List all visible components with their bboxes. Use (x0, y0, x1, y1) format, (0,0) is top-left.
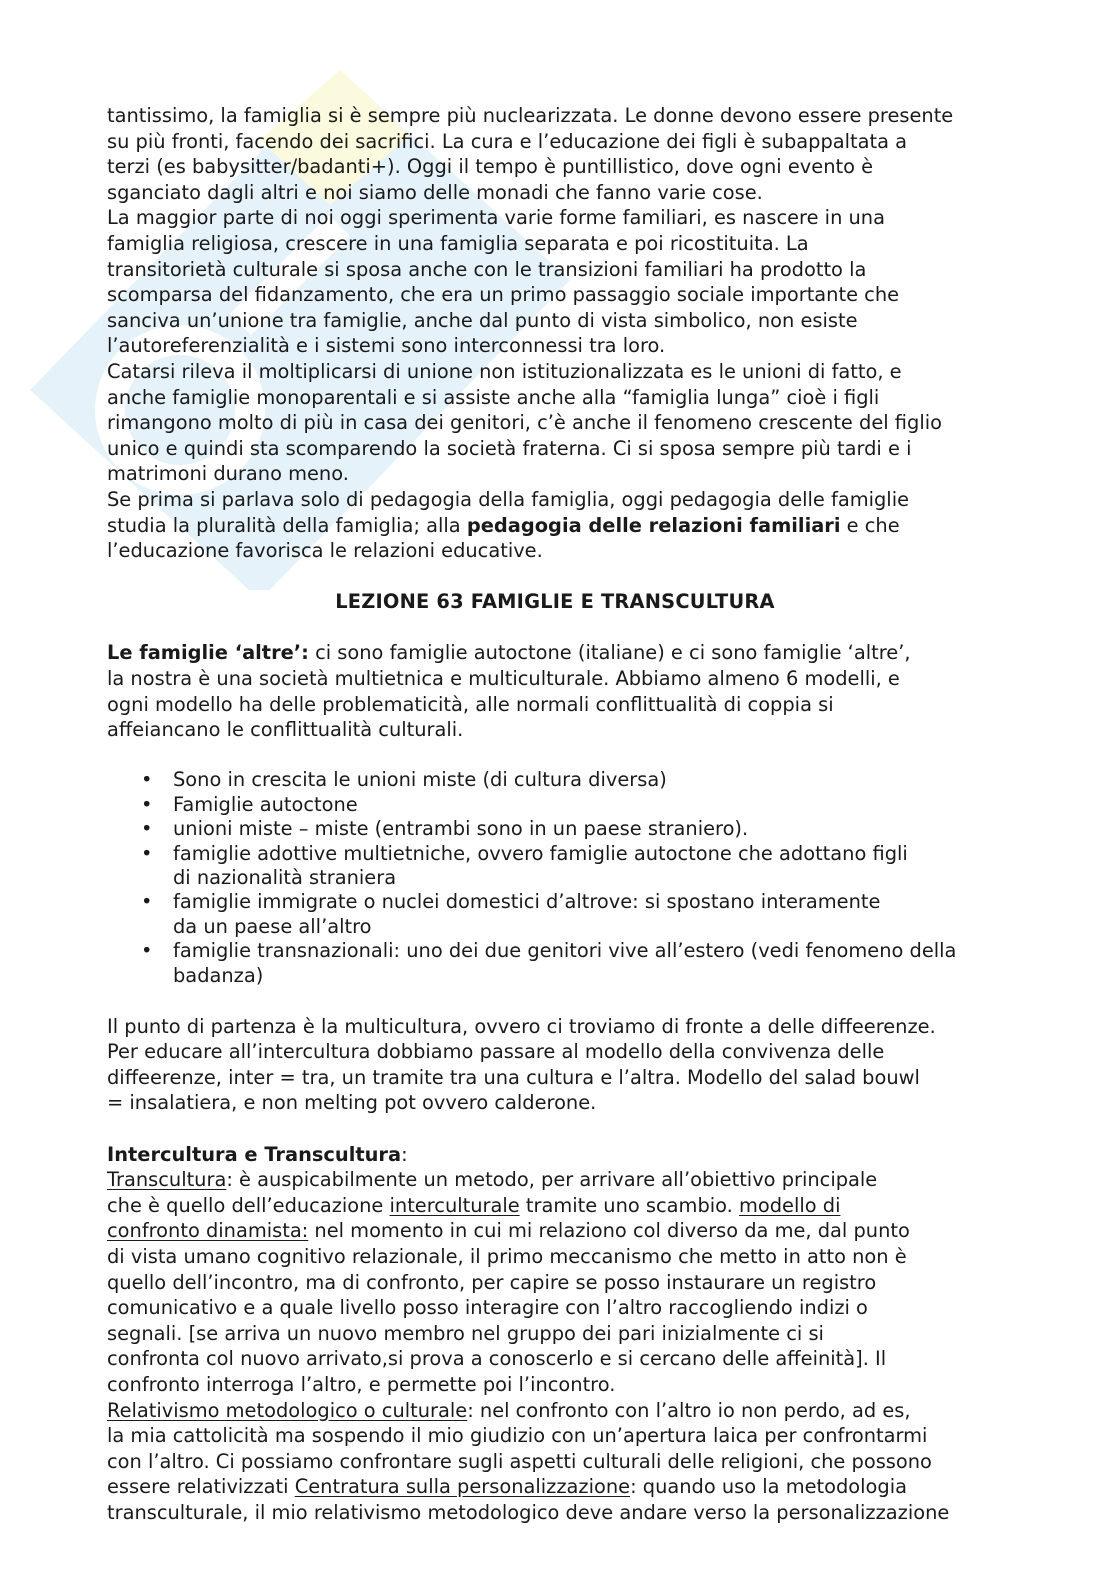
list-item-text: Sono in crescita le unioni miste (di cultura diversa) (173, 768, 667, 792)
intro-line: sganciato dagli altri e noi siamo delle monadi che fanno varie cose. (107, 180, 763, 204)
intercultura-line: di vista umano cognitivo relazionale, il primo meccanismo che metto in atto non è (107, 1245, 907, 1269)
document-page (107, 103, 1007, 1526)
term-transcultura: Transcultura (107, 1168, 227, 1192)
intro-line: scomparsa del fidanzamento, che era un primo passaggio sociale importante che (107, 283, 900, 307)
multicultura-line: = insalatiera, e non melting pot ovvero calderone. (107, 1091, 597, 1115)
multicultura-paragraph (107, 1014, 1007, 1116)
list-item-text: badanza) (173, 963, 264, 987)
intro-line: transitorietà culturale si sposa anche con le transizioni familiari ha prodotto la (107, 257, 867, 281)
list-item-text: famiglie immigrate o nuclei domestici d’altrove: si spostano interamente (173, 890, 881, 914)
family-models-list (107, 768, 1007, 988)
intro-line: Catarsi rileva il moltiplicarsi di unione non istituzionalizzata es le unioni di fatto, e (107, 359, 902, 383)
bullet-icon: • (141, 939, 153, 963)
intro-line: anche famiglie monoparentali e si assiste anche alla “famiglia lunga” cioè i figli (107, 385, 880, 409)
altre-heading: Le famiglie ‘altre’: (107, 641, 309, 665)
intercultura-line: segnali. [se arriva un nuovo membro nel gruppo dei pari inizialmente ci si (107, 1321, 824, 1345)
bullet-icon: • (141, 792, 153, 816)
term-confronto-dinamista: confronto dinamista: (107, 1219, 309, 1243)
intercultura-line: quello dell’incontro, ma di confronto, per capire se posso instaurare un registro (107, 1270, 877, 1294)
bullet-icon: • (141, 890, 153, 914)
list-item-text: da un paese all’altro (173, 914, 372, 938)
intro-line: unico e quindi sta scomparendo la società fraterna. Ci si sposa sempre più tardi e i (107, 436, 912, 460)
relativismo-line: Relativismo metodologico o culturale: nel confronto con l’altro io non perdo, ad es, (107, 1398, 911, 1422)
term-modello-di: modello di (738, 1193, 841, 1217)
list-item-text: famiglie adottive multietniche, ovvero famiglie autoctone che adottano figli (173, 841, 908, 865)
intercultura-line: confronto interroga l’altro, e permette poi l’incontro. (107, 1373, 616, 1396)
final-line: transculturale, il mio relativismo metodologico deve andare verso la personalizzazione (107, 1500, 950, 1524)
term-interculturale: interculturale (389, 1193, 520, 1217)
multicultura-line: Il punto di partenza è la multicultura, ovvero ci troviamo di fronte a delle diffeerenze. (107, 1014, 936, 1038)
intercultura-line: confronta col nuovo arrivato,si prova a conoscerlo e si cercano delle affeinità]. Il (107, 1347, 887, 1371)
list-item-text: Famiglie autoctone (173, 792, 358, 816)
altre-paragraph (107, 666, 1007, 743)
list-item (107, 890, 1007, 939)
intro-line: tantissimo, la famiglia si è sempre più nuclearizzata. Le donne devono essere presente (107, 104, 954, 127)
term-centratura: Centratura sulla personalizzazione (294, 1475, 631, 1499)
intro-line: sanciva un’unione tra famiglie, anche dal punto di vista simbolico, non esiste (107, 308, 858, 332)
list-item (107, 939, 1007, 988)
multicultura-line: Per educare all’intercultura dobbiamo passare al modello della convivenza delle (107, 1040, 885, 1064)
intercultura-line: che è quello dell’educazione interculturale tramite uno scambio. modello di (107, 1193, 841, 1217)
altre-line: affeiancano le conflittualità culturali. (107, 718, 464, 742)
list-item (107, 793, 1007, 817)
personalizzazione-line: essere relativizzati Centratura sulla personalizzazione: quando uso la metodologia (107, 1475, 908, 1499)
bullet-icon: • (141, 817, 153, 841)
bullet-icon: • (141, 768, 153, 792)
intro-line: Se prima si parlava solo di pedagogia della famiglia, oggi pedagogia delle famiglie (107, 487, 910, 511)
intro-line: l’educazione favorisca le relazioni educative. (107, 539, 543, 563)
list-item-text: famiglie transnazionali: uno dei due genitori vive all’estero (vedi fenomeno della (173, 939, 957, 963)
intro-line: matrimoni durano meno. (107, 462, 349, 486)
bold-term: pedagogia delle relazioni familiari (466, 513, 841, 537)
altre-line: la nostra è una società multietnica e multiculturale. Abbiamo almeno 6 modelli, e (107, 667, 900, 691)
intro-line: terzi (es babysitter/badanti+). Oggi il tempo è puntillistico, dove ogni evento è (107, 155, 874, 179)
intro-line: famiglia religiosa, crescere in una famiglia separata e poi ricostituita. La (107, 231, 809, 255)
list-item (107, 817, 1007, 841)
list-item-text: unioni miste – miste (entrambi sono in un paese straniero). (173, 817, 749, 841)
list-item-text: di nazionalità straniera (173, 866, 397, 890)
altre-line: ogni modello ha delle problematicità, alle normali conflittualità di coppia si (107, 692, 834, 716)
multicultura-line: diffeerenze, inter = tra, un tramite tra una cultura e l’altra. Modello del salad bouwl (107, 1065, 920, 1089)
intro-line: rimangono molto di più in casa dei genitori, c’è anche il fenomeno crescente del figlio (107, 411, 942, 435)
intercultura-line: confronto dinamista: nel momento in cui mi relaziono col diverso da me, dal punto (107, 1219, 910, 1243)
intercultura-paragraph (107, 1244, 1007, 1398)
list-item (107, 842, 1007, 891)
intro-line: l’autoreferenzialità e i sistemi sono interconnessi tra loro. (107, 334, 666, 358)
term-relativismo: Relativismo metodologico o culturale (107, 1398, 468, 1422)
transcultura-line: Transcultura: è auspicabilmente un metodo, per arrivare all’obiettivo principale (107, 1168, 878, 1192)
intro-line: su più fronti, facendo dei sacrifici. La cura e l’educazione dei figli è subappaltata a (107, 129, 908, 153)
bullet-icon: • (141, 841, 153, 865)
intro-line: La maggior parte di noi oggi sperimenta varie forme familiari, es nascere in una (107, 206, 885, 230)
intercultura-heading: Intercultura e Transcultura: (107, 1142, 408, 1166)
relativismo-line: la mia cattolicità ma sospendo il mio giudizio con un’apertura laica per confrontarmi (107, 1424, 928, 1448)
intercultura-line: comunicativo e a quale livello posso interagire con l’altro raccogliendo indizi o (107, 1296, 868, 1320)
section-title: LEZIONE 63 FAMIGLIE E TRANSCULTURA (335, 590, 775, 614)
altre-paragraph-first-line: Le famiglie ‘altre’: ci sono famiglie autoctone (italiane) e ci sono famiglie ‘altre’, (107, 641, 911, 665)
intro-paragraph (107, 103, 1007, 513)
relativismo-line: con l’altro. Ci possiamo confrontare sugli aspetti culturali delle religioni, che possono (107, 1449, 932, 1473)
intro-line: studia la pluralità della famiglia; alla pedagogia delle relazioni familiari e che (107, 513, 900, 537)
relativismo-paragraph (107, 1423, 1007, 1474)
list-item (107, 768, 1007, 792)
